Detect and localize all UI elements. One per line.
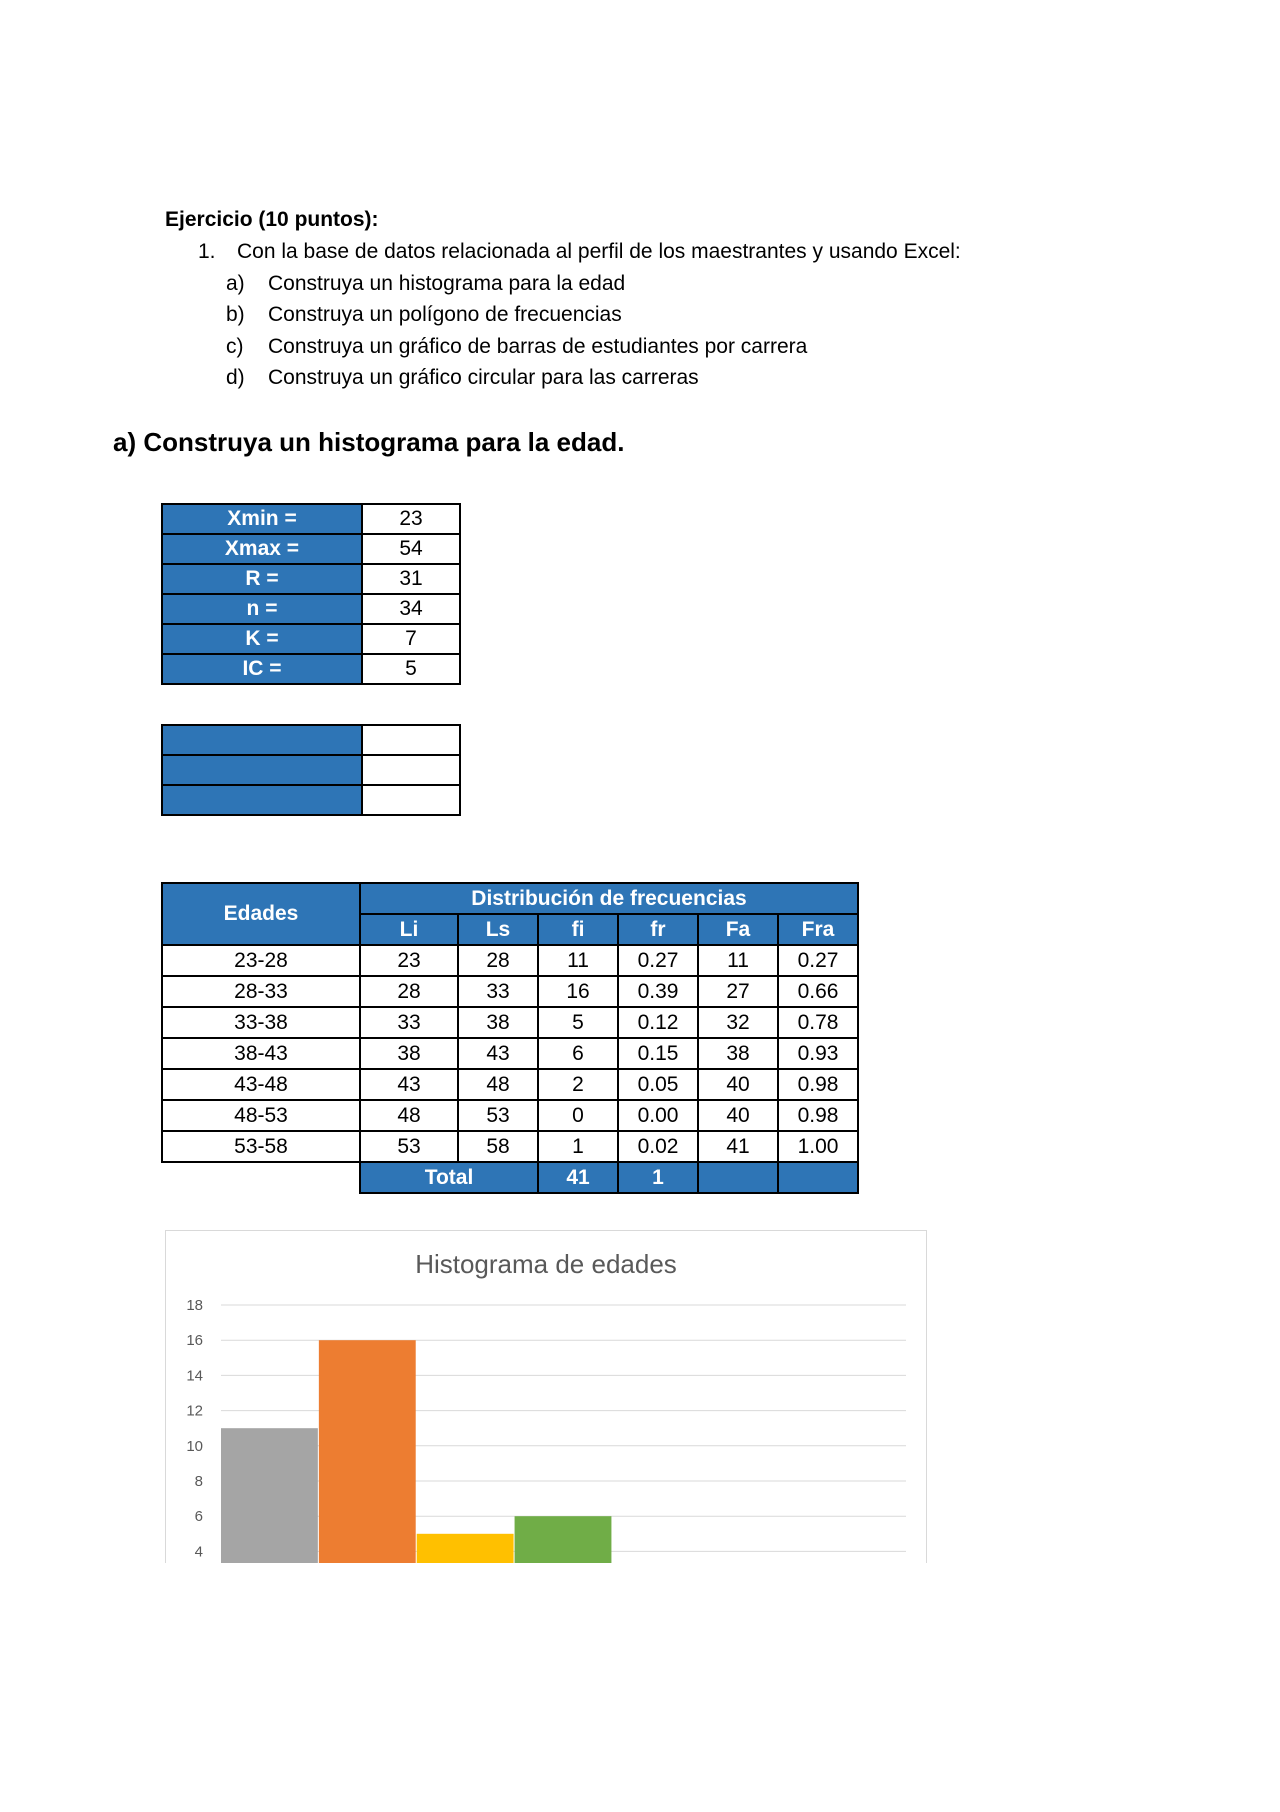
- total-blank: [698, 1162, 778, 1193]
- y-tick-label: 18: [186, 1297, 203, 1314]
- subitem-text: Construya un histograma para la edad: [268, 272, 626, 295]
- subitem-letter: a): [226, 272, 245, 295]
- column-header: Fa: [698, 914, 778, 945]
- item-text: Con la base de datos relacionada al perfil de los maestrantes y usando Excel:: [237, 240, 961, 263]
- table-row: [162, 564, 460, 594]
- subitem-text: Construya un polígono de frecuencias: [268, 303, 622, 326]
- param-value: 34: [362, 594, 460, 624]
- empty-table: [161, 724, 461, 816]
- table-cell: 0.27: [618, 945, 698, 976]
- age-range-cell: 28-33: [162, 976, 360, 1007]
- y-tick-label: 12: [186, 1402, 203, 1420]
- table-cell: 2: [538, 1069, 618, 1100]
- frequency-table: [161, 882, 859, 1194]
- y-tick-label: 10: [186, 1437, 203, 1455]
- table-cell: 40: [698, 1069, 778, 1100]
- table-cell: 40: [698, 1100, 778, 1131]
- param-label: R =: [162, 564, 362, 594]
- table-row: [162, 755, 460, 785]
- table-cell: 0.05: [618, 1069, 698, 1100]
- table-cell: 43: [360, 1069, 458, 1100]
- item-number: 1.: [198, 240, 216, 263]
- table-cell: 6: [538, 1038, 618, 1069]
- table-cell: 0.66: [778, 976, 858, 1007]
- subitem-letter: b): [226, 303, 245, 326]
- table-header-row: [162, 883, 858, 914]
- param-label: K =: [162, 624, 362, 654]
- empty-label-cell: [162, 755, 362, 785]
- table-cell: 48: [458, 1069, 538, 1100]
- table-row: [162, 1007, 858, 1038]
- table-cell: 0.00: [618, 1100, 698, 1131]
- column-header: fi: [538, 914, 618, 945]
- column-header: Li: [360, 914, 458, 945]
- table-cell: 32: [698, 1007, 778, 1038]
- param-label: Xmax =: [162, 534, 362, 564]
- table-cell: 1.00: [778, 1131, 858, 1162]
- table-row: [162, 1131, 858, 1162]
- table-cell: 53: [458, 1100, 538, 1131]
- table-cell: 28: [360, 976, 458, 1007]
- param-value: 5: [362, 654, 460, 684]
- params-table: [161, 503, 461, 685]
- subitem-letter: d): [226, 366, 245, 389]
- table-row: [162, 1069, 858, 1100]
- total-blank: [778, 1162, 858, 1193]
- table-row: [162, 1100, 858, 1131]
- table-cell: 41: [698, 1131, 778, 1162]
- table-cell: 27: [698, 976, 778, 1007]
- histogram-bar: [417, 1534, 514, 1563]
- subitem-letter: c): [226, 335, 244, 358]
- histogram-bar: [319, 1340, 416, 1563]
- table-row: [162, 785, 460, 815]
- table-cell: 0.12: [618, 1007, 698, 1038]
- total-label: Total: [360, 1162, 538, 1193]
- empty-value-cell: [362, 755, 460, 785]
- histogram-chart: [165, 1230, 927, 1563]
- column-header: Fra: [778, 914, 858, 945]
- y-tick-label: 6: [194, 1508, 203, 1526]
- table-row: [162, 654, 460, 684]
- table-cell: 33: [458, 976, 538, 1007]
- table-row: [162, 1038, 858, 1069]
- chart-plot: [166, 1231, 926, 1563]
- table-row: [162, 594, 460, 624]
- histogram-bar: [221, 1428, 318, 1563]
- table-row: [162, 725, 460, 755]
- table-cell: 38: [360, 1038, 458, 1069]
- table-cell: 0.98: [778, 1069, 858, 1100]
- table-cell: 11: [538, 945, 618, 976]
- table-cell: 0.27: [778, 945, 858, 976]
- y-tick-label: 4: [194, 1543, 203, 1561]
- table-row: [162, 945, 858, 976]
- group-header: Distribución de frecuencias: [360, 883, 858, 914]
- param-label: IC =: [162, 654, 362, 684]
- section-title: a) Construya un histograma para la edad.: [113, 427, 625, 457]
- age-range-cell: 48-53: [162, 1100, 360, 1131]
- table-cell: 0: [538, 1100, 618, 1131]
- empty-value-cell: [362, 785, 460, 815]
- histogram-bar: [515, 1516, 612, 1563]
- table-cell: 33: [360, 1007, 458, 1038]
- age-range-cell: 38-43: [162, 1038, 360, 1069]
- param-label: n =: [162, 594, 362, 624]
- table-cell: 23: [360, 945, 458, 976]
- table-cell: 0.98: [778, 1100, 858, 1131]
- empty-label-cell: [162, 785, 362, 815]
- y-tick-label: 14: [186, 1367, 203, 1385]
- table-cell: 58: [458, 1131, 538, 1162]
- table-row: [162, 976, 858, 1007]
- blank-cell: [162, 1162, 360, 1193]
- table-cell: 16: [538, 976, 618, 1007]
- table-cell: 48: [360, 1100, 458, 1131]
- total-fi: 41: [538, 1162, 618, 1193]
- table-cell: 28: [458, 945, 538, 976]
- param-value: 54: [362, 534, 460, 564]
- param-value: 31: [362, 564, 460, 594]
- total-row: [162, 1162, 858, 1193]
- subitem-text: Construya un gráfico de barras de estudiantes por carrera: [268, 335, 808, 358]
- table-cell: 0.93: [778, 1038, 858, 1069]
- chart-title: Histograma de edades: [415, 1249, 677, 1279]
- y-tick-label: 8: [194, 1473, 203, 1490]
- table-cell: 1: [538, 1131, 618, 1162]
- total-fr: 1: [618, 1162, 698, 1193]
- table-cell: 5: [538, 1007, 618, 1038]
- table-cell: 11: [698, 945, 778, 976]
- column-header: Ls: [458, 914, 538, 945]
- empty-value-cell: [362, 725, 460, 755]
- y-tick-label: 16: [186, 1332, 203, 1350]
- column-header: fr: [618, 914, 698, 945]
- age-range-cell: 33-38: [162, 1007, 360, 1038]
- table-cell: 0.78: [778, 1007, 858, 1038]
- age-range-cell: 53-58: [162, 1131, 360, 1162]
- table-row: [162, 534, 460, 564]
- exercise-heading: Ejercicio (10 puntos):: [165, 208, 379, 231]
- param-value: 23: [362, 504, 460, 534]
- table-row: [162, 504, 460, 534]
- frequency-rows: [162, 945, 858, 1162]
- table-cell: 38: [458, 1007, 538, 1038]
- table-cell: 0.02: [618, 1131, 698, 1162]
- age-range-cell: 43-48: [162, 1069, 360, 1100]
- param-value: 7: [362, 624, 460, 654]
- table-row: [162, 624, 460, 654]
- empty-label-cell: [162, 725, 362, 755]
- table-cell: 0.39: [618, 976, 698, 1007]
- table-cell: 53: [360, 1131, 458, 1162]
- subitem-text: Construya un gráfico circular para las carreras: [268, 366, 699, 389]
- param-label: Xmin =: [162, 504, 362, 534]
- table-cell: 43: [458, 1038, 538, 1069]
- table-cell: 0.15: [618, 1038, 698, 1069]
- table-cell: 38: [698, 1038, 778, 1069]
- age-range-cell: 23-28: [162, 945, 360, 976]
- edades-header: Edades: [162, 883, 360, 945]
